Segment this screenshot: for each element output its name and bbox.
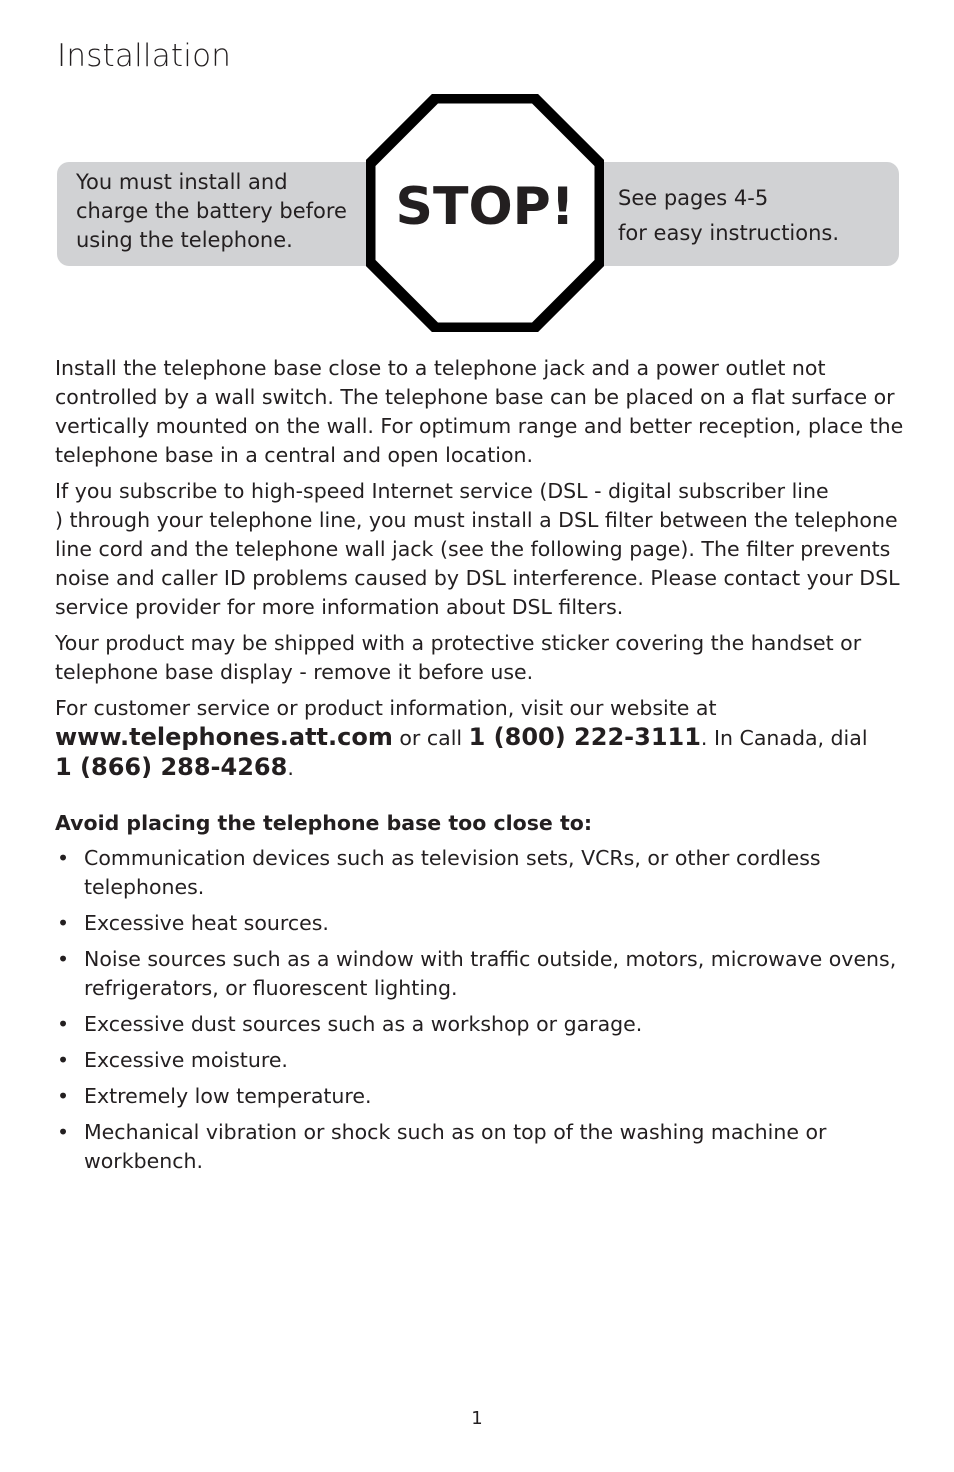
bullet-icon: •: [57, 1012, 70, 1036]
list-item: [55, 1010, 905, 1039]
website-link[interactable]: www.telephones.att.com: [55, 723, 393, 751]
list-item-text: Communication devices such as television sets, VCRs, or other cordless telephones.: [84, 846, 821, 899]
end-period: .: [287, 756, 294, 780]
sticker-paragraph: Your product may be shipped with a protective sticker covering the handset or telephone base display - remove it before use.: [55, 631, 862, 684]
bullet-icon: •: [57, 846, 70, 870]
or-call-text: or call: [392, 726, 469, 750]
battery-warning-line: You must install and: [76, 170, 288, 194]
see-pages-line: See pages 4-5: [618, 186, 769, 210]
bullet-icon: •: [57, 911, 70, 935]
bullet-icon: •: [57, 1120, 70, 1144]
dsl-paragraph: [55, 477, 905, 622]
list-item: [55, 1082, 905, 1111]
main-content: [55, 354, 905, 1183]
avoid-heading: Avoid placing the telephone base too close to:: [55, 811, 593, 835]
battery-warning-text: [76, 168, 366, 255]
list-item-text: Excessive dust sources such as a workshop or garage.: [84, 1012, 643, 1036]
dsl-paragraph-rest: ) through your telephone line, you must install a DSL filter between the telephone line cord and the telephone wall jack (see the following page). The filter prevents noise and caller ID problems caused by DSL interference. Please contact your DSL service provider for more information about DSL filters.: [55, 508, 900, 619]
avoid-list: [55, 844, 905, 1176]
dsl-paragraph-line1: If you subscribe to high-speed Internet service (DSL - digital subscriber line: [55, 479, 829, 503]
list-item-text: Excessive heat sources.: [84, 911, 329, 935]
canada-text: . In Canada, dial: [700, 726, 868, 750]
placement-paragraph: Install the telephone base close to a telephone jack and a power outlet not controlled by a wall switch. The telephone base can be placed on a flat surface or vertically mounted on the wall. For optimum range and better reception, place the telephone base in a central and open location.: [55, 356, 904, 467]
stop-label: STOP!: [395, 177, 575, 237]
phone-canada: 1 (866) 288-4268: [55, 753, 288, 781]
list-item-text: Extremely low temperature.: [84, 1084, 372, 1108]
bullet-icon: •: [57, 1084, 70, 1108]
list-item: [55, 1118, 905, 1176]
customer-service-intro: For customer service or product information, visit our website at: [55, 696, 717, 720]
page-title: Installation: [57, 38, 232, 74]
battery-warning-line: using the telephone.: [76, 228, 293, 252]
see-pages-text: [618, 181, 888, 251]
see-pages-line: for easy instructions.: [618, 221, 840, 245]
list-item: [55, 909, 905, 938]
bullet-icon: •: [57, 947, 70, 971]
list-item-text: Excessive moisture.: [84, 1048, 288, 1072]
list-item-text: Noise sources such as a window with traffic outside, motors, microwave ovens, refrigerators, or fluorescent lighting.: [84, 947, 897, 1000]
customer-service-paragraph: [55, 694, 905, 783]
list-item: [55, 945, 905, 1003]
list-item: [55, 844, 905, 902]
list-item: [55, 1046, 905, 1075]
battery-warning-line: charge the battery before: [76, 199, 347, 223]
list-item-text: Mechanical vibration or shock such as on top of the washing machine or workbench.: [84, 1120, 827, 1173]
phone-us: 1 (800) 222-3111: [468, 723, 701, 751]
page-number: 1: [471, 1408, 483, 1429]
bullet-icon: •: [57, 1048, 70, 1072]
